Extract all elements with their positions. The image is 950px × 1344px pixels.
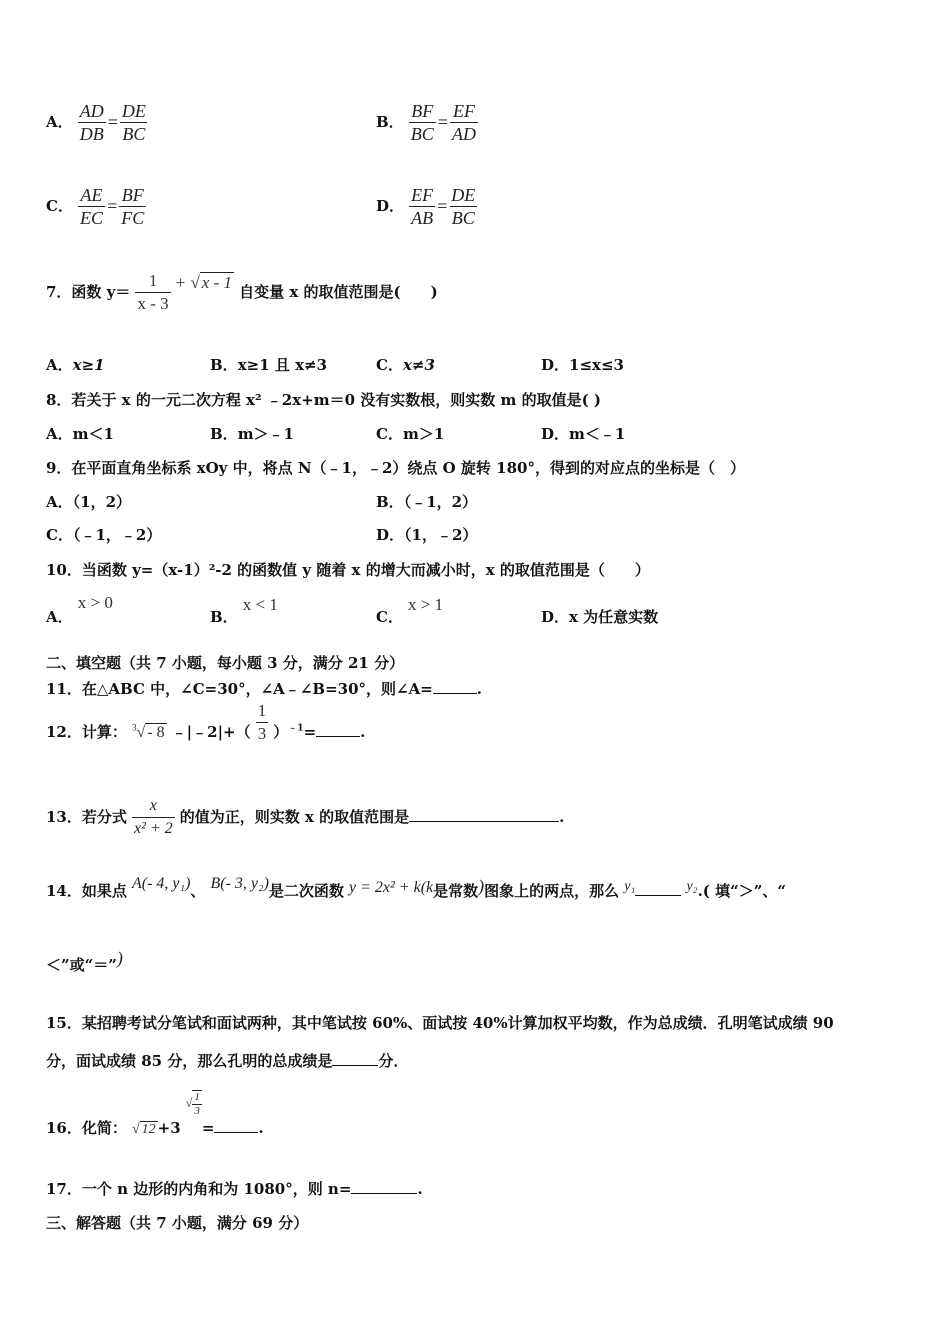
- equals-sign: =: [107, 196, 118, 216]
- question-7: [46, 270, 438, 315]
- option-label: C．: [46, 197, 73, 215]
- denominator: x² + 2: [132, 817, 175, 840]
- option-label: D．: [376, 197, 405, 215]
- fraction-right: [120, 100, 148, 145]
- denominator: BC: [122, 124, 146, 144]
- option-text: （﹣1，2）: [403, 493, 478, 511]
- plus-sign: +: [175, 272, 186, 292]
- question-15-line2-end: 分．: [378, 1052, 409, 1070]
- question-11: [46, 678, 482, 699]
- answer-blank[interactable]: [351, 1179, 417, 1194]
- question-13-suffix: 的值为正，则实数 x 的取值范围是: [179, 808, 410, 826]
- q7-fraction: [135, 270, 170, 315]
- q6-option-a: [46, 100, 148, 145]
- equals-sign: =: [437, 112, 448, 132]
- numerator: DE: [121, 101, 146, 121]
- option-label: D．: [541, 356, 570, 374]
- numerator: AE: [80, 185, 103, 205]
- answer-blank[interactable]: [332, 1051, 378, 1066]
- question-12-suffix: ）: [273, 723, 289, 741]
- q7-option-c: [376, 354, 435, 375]
- option-math: x > 1: [408, 595, 444, 614]
- answer-blank[interactable]: [409, 807, 559, 822]
- denominator: 3: [257, 724, 267, 743]
- question-14-line-2: [46, 948, 123, 975]
- question-14: [46, 875, 786, 901]
- option-text: m＞﹣1: [237, 425, 294, 443]
- option-text: m＞1: [402, 425, 445, 443]
- sqrt-content: x - 1: [201, 273, 232, 292]
- question-12-prefix: 12．计算：: [46, 723, 127, 741]
- option-text: （1，﹣2）: [404, 526, 478, 544]
- fraction-right: [449, 184, 477, 229]
- period: .: [476, 680, 483, 698]
- plus-three: +3: [157, 1118, 181, 1137]
- denominator: BC: [410, 124, 434, 144]
- denominator: AD: [451, 124, 476, 144]
- question-13-prefix: 13．若分式: [46, 808, 127, 826]
- option-label: A．: [46, 113, 73, 131]
- equals-sign: =: [107, 112, 118, 132]
- denominator: DB: [79, 124, 104, 144]
- option-math: x > 0: [77, 593, 113, 612]
- option-label: A．: [46, 608, 73, 626]
- sqrt-expression: √ x - 1: [190, 273, 232, 292]
- equals-sign: =: [303, 723, 317, 741]
- answer-blank[interactable]: [635, 881, 681, 896]
- point-a: A(- 4, y₁): [131, 875, 191, 892]
- y2-symbol: y₂: [686, 879, 698, 894]
- y1-symbol: y₁: [624, 879, 636, 894]
- option-text: x 为任意实数: [569, 608, 659, 626]
- option-text: （﹣1，﹣2）: [72, 526, 162, 544]
- answer-blank[interactable]: [433, 679, 477, 694]
- q10-option-a: [46, 592, 113, 626]
- option-text: m＜1: [72, 425, 114, 443]
- option-text: m＜﹣1: [569, 425, 626, 443]
- option-label: D．: [541, 608, 570, 626]
- option-text: （1，2）: [72, 493, 132, 511]
- numerator: x: [149, 797, 157, 814]
- option-label: B．: [210, 356, 238, 374]
- numerator: 1: [194, 1091, 200, 1103]
- option-label: D．: [541, 425, 570, 443]
- numerator: BF: [121, 185, 144, 205]
- q6-option-b: [376, 100, 478, 145]
- question-11-text: 11．在△ABC 中，∠C=30°，∠A﹣∠B=30°，则∠A=: [46, 680, 433, 698]
- option-text: 1≤x≤3: [569, 356, 624, 374]
- denominator: BC: [451, 208, 475, 228]
- q10-option-c: [376, 594, 444, 626]
- option-label: C．: [376, 356, 403, 374]
- numerator: 1: [148, 271, 158, 290]
- close-paren: ): [116, 948, 123, 968]
- period: .: [417, 1180, 423, 1198]
- q7-option-b: [210, 354, 327, 375]
- fraction-right: [450, 100, 478, 145]
- question-14-mid2: 是常数: [433, 882, 479, 900]
- question-10: 10．当函数 y=（x-1）²-2 的函数值 y 随着 x 的增大而减小时，x 的取值范围是（ ）: [46, 561, 650, 579]
- option-label: D．: [376, 526, 405, 544]
- option-label: A．: [46, 493, 73, 511]
- question-7-suffix: 自变量 x 的取值范围是( ): [239, 283, 438, 301]
- numerator: 1: [257, 701, 267, 720]
- question-15-line-1: 15．某招聘考试分笔试和面试两种，其中笔试按 60%、面试按 40%计算加权平均数，作为总成绩．孔明笔试成绩 90: [46, 1014, 834, 1032]
- period: .: [559, 808, 565, 826]
- denominator: x - 3: [137, 294, 169, 313]
- equals-sign: =: [437, 196, 448, 216]
- sqrt-fraction: √ $\frac{1}{3}$: [185, 1091, 200, 1117]
- question-8: 8．若关于 x 的一元二次方程 x² ﹣2x+m＝0 没有实数根，则实数 m 的取值是( ): [46, 391, 601, 409]
- denominator: FC: [121, 208, 145, 228]
- exponent: ﹣1: [288, 723, 304, 734]
- numerator: EF: [411, 185, 434, 205]
- fraction-right: [119, 184, 146, 229]
- question-7-prefix: 7．函数 y＝: [46, 283, 131, 301]
- question-14-prefix: 14．如果点: [46, 882, 127, 900]
- denominator: AB: [411, 208, 434, 228]
- q8-option-d: [541, 423, 625, 444]
- q8-option-a: [46, 423, 114, 444]
- question-14-mid: 是二次函数: [268, 882, 344, 900]
- fraction-left: [78, 184, 105, 229]
- q9-option-b: [376, 491, 477, 512]
- denominator: 3: [194, 1105, 200, 1117]
- fraction-left: [78, 100, 106, 145]
- question-15-line2-text: 分，面试成绩 85 分，那么孔明的总成绩是: [46, 1052, 333, 1070]
- option-text: x≠3: [402, 356, 435, 374]
- fraction-left: [409, 184, 435, 229]
- question-9: 9．在平面直角坐标系 xOy 中，将点 N（﹣1，﹣2）绕点 O 旋转 180°，得到的对应点的坐标是（ ）: [46, 459, 745, 477]
- q9-option-d: [376, 524, 477, 545]
- question-16: [46, 1090, 264, 1137]
- cube-root-expression: $^3$√ - 8: [131, 722, 165, 741]
- period: .: [360, 723, 366, 741]
- denominator: EC: [80, 208, 104, 228]
- numerator: BF: [411, 101, 434, 121]
- fraction-left: [409, 100, 436, 145]
- section-3-heading: 三、解答题（共 7 小题，满分 69 分）: [46, 1214, 309, 1232]
- question-17-text: 17．一个 n 边形的内角和为 1080°，则 n=: [46, 1180, 352, 1198]
- close-paren: ): [478, 876, 485, 896]
- option-label: C．: [376, 425, 403, 443]
- q12-fraction: [256, 700, 269, 745]
- question-13: [46, 795, 564, 840]
- q16-fraction: [192, 1090, 202, 1118]
- option-label: A．: [46, 356, 73, 374]
- option-label: B．: [210, 425, 238, 443]
- question-16-prefix: 16．化简：: [46, 1118, 127, 1137]
- answer-blank[interactable]: [214, 1118, 258, 1133]
- option-label: B．: [376, 493, 404, 511]
- q13-fraction: [132, 795, 175, 840]
- numerator: AD: [79, 101, 104, 121]
- period: .: [258, 1118, 264, 1137]
- q9-option-a: [46, 491, 131, 512]
- answer-blank[interactable]: [316, 722, 360, 737]
- q8-option-b: [210, 423, 294, 444]
- section-2-heading: 二、填空题（共 7 小题，每小题 3 分，满分 21 分）: [46, 654, 405, 672]
- option-label: A．: [46, 425, 73, 443]
- option-math: x < 1: [242, 595, 278, 614]
- q7-option-d: [541, 354, 624, 375]
- function-expression: y = 2x² + k(k: [349, 879, 434, 896]
- q6-option-d: [376, 184, 477, 229]
- root-index: 3: [131, 722, 137, 733]
- option-text: x≥1 且 x≠3: [237, 356, 328, 374]
- option-text: x≥1: [72, 356, 105, 374]
- point-b: B(- 3, y₂): [210, 875, 269, 892]
- q10-option-d: [541, 606, 658, 627]
- question-12-mid: ﹣|﹣2|+（: [171, 723, 251, 741]
- question-14-line2-text: ＜”或“＝”: [46, 956, 117, 974]
- option-label: B．: [210, 608, 238, 626]
- option-label: B．: [376, 113, 404, 131]
- numerator: EF: [452, 101, 475, 121]
- option-label: C．: [376, 608, 403, 626]
- q7-option-a: [46, 354, 105, 375]
- q10-option-b: [210, 594, 278, 626]
- separator: 、: [190, 882, 206, 900]
- option-label: C．: [46, 526, 73, 544]
- equals-sign: =: [201, 1118, 215, 1137]
- q8-option-c: [376, 423, 444, 444]
- root-content: - 8: [147, 724, 165, 741]
- question-12: [46, 701, 366, 755]
- sqrt-content: 12: [141, 1121, 156, 1137]
- numerator: DE: [451, 185, 476, 205]
- q6-option-c: [46, 184, 146, 229]
- question-14-mid3: 图象上的两点，那么: [484, 882, 620, 900]
- question-15-line-2: [46, 1050, 408, 1071]
- q9-option-c: [46, 524, 161, 545]
- question-17: [46, 1178, 423, 1199]
- sqrt-12: √ 12: [131, 1121, 156, 1137]
- question-14-fill-hint: .( 填“＞”、“: [697, 882, 786, 900]
